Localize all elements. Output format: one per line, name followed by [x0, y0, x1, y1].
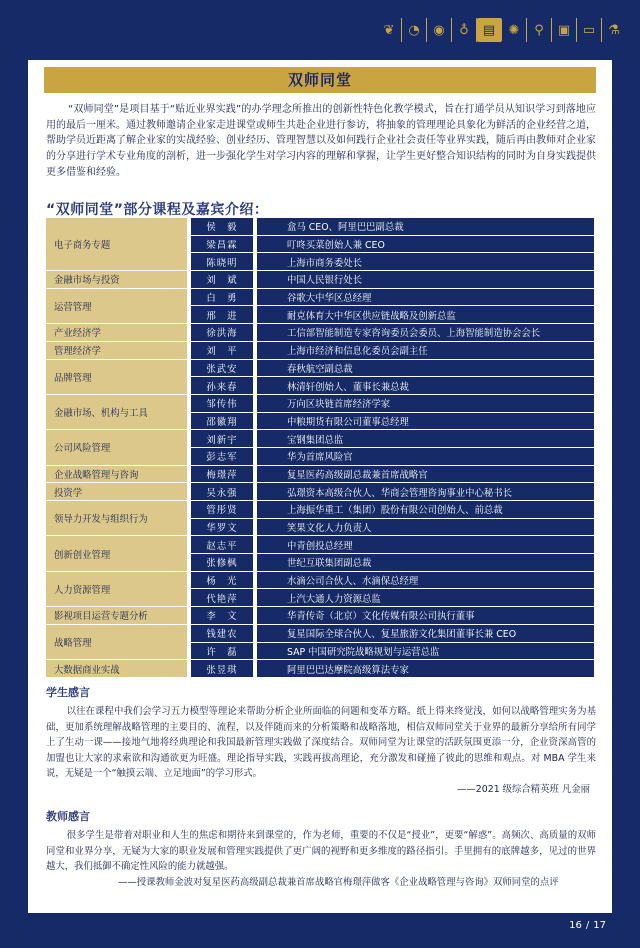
intro-paragraph: “双师同堂”是项目基于“贴近业界实践”的办学理念所推出的创新性特色化教学模式，旨在打通学员从知识学习到落地应用的最后一厘米。通过教师邀请企业家走进课堂或师生共赴企业进行参访，将抽象的管理理论具象化为鲜活的企业经营之道，帮助学员近距离了解企业家的实战经验、创业经历、管理智慧以及如何践行企业社会责任等业界实践，随后再由教师对企业家的分享进行学术专业角度的剖析，进一步强化学生对学习内容的理解和掌握，让学生更好整合知识结构的同时为自身实践提供更多借鉴和经验。	[46, 104, 596, 178]
guest-name: 邢 进	[189, 306, 255, 324]
guest-name: 白 勇	[189, 288, 255, 306]
guest-name: 吴永强	[189, 483, 255, 501]
guest-name: 邵徽翔	[189, 412, 255, 430]
guest-name: 张修枫	[189, 554, 255, 572]
student-signature: ——2021 级综合精英班 凡金丽	[457, 784, 590, 795]
table-row	[46, 271, 594, 289]
guest-title: 上海振华重工（集团）股份有限公司创始人、前总裁	[255, 501, 594, 519]
guest-name: 管彤贤	[189, 501, 255, 519]
page-title: 双师同堂	[44, 67, 596, 93]
guest-title: 耐克体育大中华区供应链战略及创新总监	[255, 306, 594, 324]
guest-name: 徐洪海	[189, 324, 255, 342]
student-review: 以往在课程中我们会学习五力模型等理论来帮助分析企业所面临的问题和变革方略。纸上得来终觉浅，如何以战略管理实务为基础，更加系统理解战略管理的主要目的、流程，以及伴随而来的分析策略和战略落地，相信双师同堂关于业界的最新分享给所有同学上了生动一课——接地气地将经典理论和我国最新管理实践做了深度结合。双师同堂为让课堂的活跃氛围更添一分，企业资深高管的加盟也让大家的求索欲和沟通欲更为旺盛。理论指导实践，实践再拔高理论，充分激发和碰撞了彼此的思维和观点。对 MBA 学生来说，无疑是一个“触摸云端、立足地面”的学习形式。	[46, 706, 596, 780]
clock-icon[interactable]: ◔	[402, 18, 427, 42]
certificate-icon[interactable]: ▭	[577, 18, 602, 42]
course-topic: 领导力开发与组织行为	[46, 501, 189, 536]
course-topic: 金融市场、机构与工具	[46, 394, 189, 429]
guest-name: 华罗文	[189, 518, 255, 536]
guest-title: 上海市商务委处长	[255, 253, 594, 271]
guest-name: 赵志平	[189, 536, 255, 554]
course-topic: 人力资源管理	[46, 571, 189, 606]
course-topic: 运营管理	[46, 288, 189, 323]
guest-name: 侯 毅	[189, 218, 255, 235]
table-row	[46, 483, 594, 501]
guest-title: 春秋航空副总裁	[255, 359, 594, 377]
page-total: 17	[593, 920, 606, 931]
table-row	[46, 465, 594, 483]
guest-title: SAP 中国研究院战略规划与运营总监	[255, 642, 594, 660]
course-topic: 投资学	[46, 483, 189, 501]
guest-name: 钱建农	[189, 624, 255, 642]
table-row	[46, 571, 594, 589]
guest-title: 林清轩创始人、董事长兼总裁	[255, 377, 594, 395]
page-separator: /	[585, 920, 590, 931]
leaf-icon[interactable]: ❦	[377, 18, 402, 42]
student-heading: 学生感言	[46, 686, 90, 699]
top-nav-icons	[377, 18, 626, 42]
guest-title: 中国人民银行处长	[255, 271, 594, 289]
teacher-signature: ——授课教师金波对复星医药高级副总裁兼首席战略官梅璟萍做客《企业战略管理与咨询》双师同堂的点评	[118, 877, 559, 888]
toolbox-icon[interactable]: ▣	[552, 18, 577, 42]
guest-title: 复星医药高级副总裁兼首席战略官	[255, 465, 594, 483]
table-row	[46, 359, 594, 377]
page-current: 16	[569, 920, 582, 931]
guest-title: 华青传奇（北京）文化传媒有限公司执行董事	[255, 607, 594, 625]
people-icon[interactable]: ♁	[452, 18, 477, 42]
course-topic: 大数据商业实战	[46, 660, 189, 678]
courses-heading: “双师同堂”部分课程及嘉宾介绍：	[46, 202, 269, 218]
guest-name: 张武安	[189, 359, 255, 377]
table-row	[46, 607, 594, 625]
course-topic: 创新创业管理	[46, 536, 189, 571]
guest-title: 中粮期货有限公司董事总经理	[255, 412, 594, 430]
teacher-heading: 教师感言	[46, 810, 90, 823]
guest-name: 彭志军	[189, 447, 255, 465]
guest-title: 弘璟资本高级合伙人、华商会管理咨询事业中心秘书长	[255, 483, 594, 501]
table-row	[46, 536, 594, 554]
guest-title: 谷歌大中华区总经理	[255, 288, 594, 306]
guest-name: 代艳萍	[189, 589, 255, 607]
table-row	[46, 501, 594, 519]
courses-table	[46, 218, 594, 678]
guest-name: 陈晓明	[189, 253, 255, 271]
microscope-icon[interactable]: ⚲	[527, 18, 552, 42]
course-topic: 管理经济学	[46, 341, 189, 359]
lightbulb-icon[interactable]: ◉	[427, 18, 452, 42]
guest-name: 杨 光	[189, 571, 255, 589]
table-row	[46, 288, 594, 306]
guest-title: 阿里巴巴达摩院高级算法专家	[255, 660, 594, 678]
guest-name: 孙来春	[189, 377, 255, 395]
guest-title: 万向区块链首席经济学家	[255, 394, 594, 412]
guest-title: 华为首席风险官	[255, 447, 594, 465]
course-topic: 战略管理	[46, 624, 189, 659]
guest-title: 世纪互联集团副总裁	[255, 554, 594, 572]
table-row	[46, 394, 594, 412]
guest-title: 笑果文化人力负责人	[255, 518, 594, 536]
book-icon[interactable]: ▤	[477, 18, 502, 42]
page-number	[569, 920, 606, 931]
course-topic: 产业经济学	[46, 324, 189, 342]
guest-name: 张昱琪	[189, 660, 255, 678]
guest-title: 叮咚买菜创始人兼 CEO	[255, 235, 594, 253]
table-row	[46, 341, 594, 359]
guest-title: 工信部智能制造专家咨询委员会委员、上海智能制造协会会长	[255, 324, 594, 342]
guest-name: 梅璟萍	[189, 465, 255, 483]
guest-title: 上海市经济和信息化委员会副主任	[255, 341, 594, 359]
guest-name: 许 磊	[189, 642, 255, 660]
guest-name: 刘 平	[189, 341, 255, 359]
flask-icon[interactable]: ⚗	[608, 22, 620, 38]
teacher-review: 很多学生是带着对职业和人生的焦虑和期待来到课堂的，作为老师，重要的不仅是“授业”，更要“解惑”。高频次、高质量的双师同堂和业界分享，无疑为大家的职业发展和管理实践提供了更广阔的视野和更多维度的路径指引。手里拥有的底牌越多，见过的世界越大，我们抵御不确定性风险的能力就越强。	[46, 830, 596, 873]
table-row	[46, 624, 594, 642]
course-topic: 影视项目运营专题分析	[46, 607, 189, 625]
guest-name: 李 文	[189, 607, 255, 625]
guest-title: 上汽大通人力资源总监	[255, 589, 594, 607]
course-topic: 金融市场与投资	[46, 271, 189, 289]
guest-title: 宝钢集团总监	[255, 430, 594, 448]
guest-title: 水滴公司合伙人、水滴保总经理	[255, 571, 594, 589]
guest-title: 复星国际全球合伙人、复星旅游文化集团董事长兼 CEO	[255, 624, 594, 642]
course-topic: 公司风险管理	[46, 430, 189, 465]
guest-name: 刘 斌	[189, 271, 255, 289]
guest-title: 盒马 CEO、阿里巴巴副总裁	[255, 218, 594, 235]
guest-name: 邹传伟	[189, 394, 255, 412]
guest-name: 刘新宇	[189, 430, 255, 448]
course-topic: 企业战略管理与咨询	[46, 465, 189, 483]
table-row	[46, 324, 594, 342]
table-row	[46, 660, 594, 678]
course-topic: 品牌管理	[46, 359, 189, 394]
course-topic: 电子商务专题	[46, 218, 189, 271]
table-row	[46, 218, 594, 235]
bulb-idea-icon[interactable]: ✺	[502, 18, 527, 42]
guest-title: 中青创投总经理	[255, 536, 594, 554]
table-row	[46, 430, 594, 448]
guest-name: 梁昌霖	[189, 235, 255, 253]
